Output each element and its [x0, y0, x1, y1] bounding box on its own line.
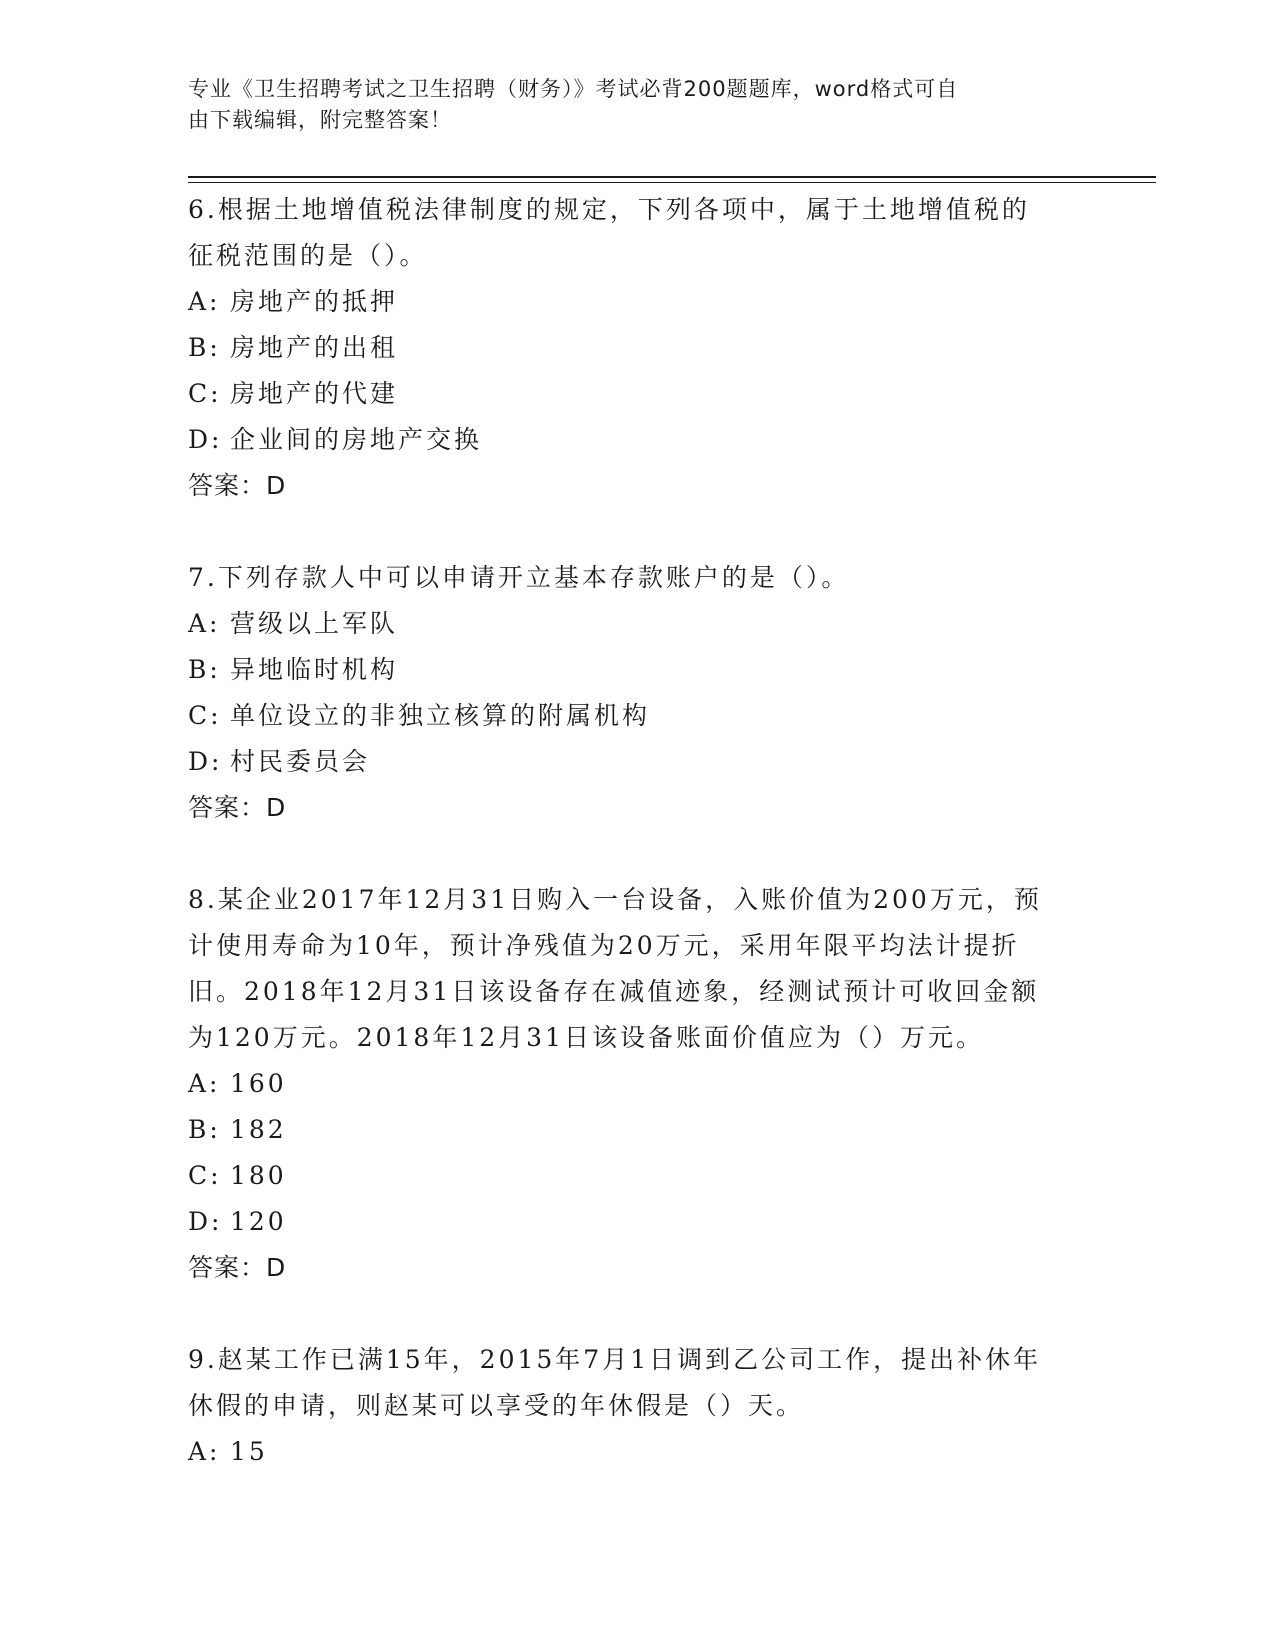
option-a — [188, 279, 1088, 325]
option-text: 160 — [230, 1069, 287, 1098]
option-b — [188, 647, 1088, 693]
option-text: 180 — [230, 1161, 287, 1190]
option-text: 15 — [230, 1437, 268, 1466]
option-letter: C: — [188, 379, 222, 408]
option-letter: D: — [188, 425, 223, 454]
option-a — [188, 1061, 1088, 1107]
option-letter: B: — [188, 655, 221, 684]
question-stem-line: 为120万元。2018年12月31日该设备账面价值应为（）万元。 — [188, 1023, 984, 1052]
option-letter: C: — [188, 1161, 222, 1190]
option-letter: C: — [188, 701, 222, 730]
question-stem-line: 7.下列存款人中可以申请开立基本存款账户的是（）。 — [188, 563, 850, 592]
option-d — [188, 417, 1088, 463]
option-d — [188, 1199, 1088, 1245]
header-line-1: 专业《卫生招聘考试之卫生招聘（财务）》考试必背200题题库，word格式可自 — [188, 77, 959, 101]
option-text: 异地临时机构 — [230, 655, 399, 684]
option-a — [188, 601, 1088, 647]
answer-line: 答案：D — [188, 1253, 287, 1282]
question-list — [188, 187, 1088, 1521]
option-letter: D: — [188, 747, 223, 776]
option-text: 营级以上军队 — [230, 609, 399, 638]
option-text: 村民委员会 — [230, 747, 371, 776]
header-divider-thick — [188, 176, 1156, 178]
header-line-2: 由下载编辑，附完整答案！ — [188, 108, 452, 132]
option-b — [188, 325, 1088, 371]
option-text: 房地产的代建 — [230, 379, 399, 408]
answer-line: 答案：D — [188, 471, 287, 500]
option-c — [188, 1153, 1088, 1199]
option-text: 房地产的出租 — [230, 333, 399, 362]
option-d — [188, 739, 1088, 785]
option-letter: B: — [188, 333, 221, 362]
option-a — [188, 1429, 1088, 1475]
question-stem-line: 征税范围的是（）。 — [188, 241, 428, 270]
option-text: 单位设立的非独立核算的附属机构 — [230, 701, 651, 730]
question-9 — [188, 1337, 1088, 1475]
option-text: 120 — [230, 1207, 287, 1236]
question-stem-line: 计使用寿命为10年，预计净残值为20万元，采用年限平均法计提折 — [188, 931, 1020, 960]
question-stem-line: 休假的申请，则赵某可以享受的年休假是（）天。 — [188, 1391, 805, 1420]
option-b — [188, 1107, 1088, 1153]
header-divider-thin — [188, 182, 1156, 183]
question-6 — [188, 187, 1088, 509]
question-stem-line: 6.根据土地增值税法律制度的规定，下列各项中，属于土地增值税的 — [188, 195, 1030, 224]
option-c — [188, 371, 1088, 417]
question-stem-line: 9.赵某工作已满15年，2015年7月1日调到乙公司工作，提出补休年 — [188, 1345, 1042, 1374]
question-8 — [188, 877, 1088, 1291]
question-stem-line: 旧。2018年12月31日该设备存在减值迹象，经测试预计可收回金额 — [188, 977, 1040, 1006]
option-c — [188, 693, 1088, 739]
option-letter: D: — [188, 1207, 223, 1236]
question-stem-line: 8.某企业2017年12月31日购入一台设备，入账价值为200万元，预 — [188, 885, 1042, 914]
answer-line: 答案：D — [188, 793, 287, 822]
option-letter: A: — [188, 1069, 221, 1098]
option-text: 182 — [230, 1115, 287, 1144]
question-7 — [188, 555, 1088, 831]
option-letter: A: — [188, 609, 221, 638]
option-letter: A: — [188, 287, 221, 316]
option-letter: B: — [188, 1115, 221, 1144]
option-text: 企业间的房地产交换 — [230, 425, 483, 454]
document-header — [188, 74, 1068, 136]
option-letter: A: — [188, 1437, 221, 1466]
option-text: 房地产的抵押 — [230, 287, 399, 316]
